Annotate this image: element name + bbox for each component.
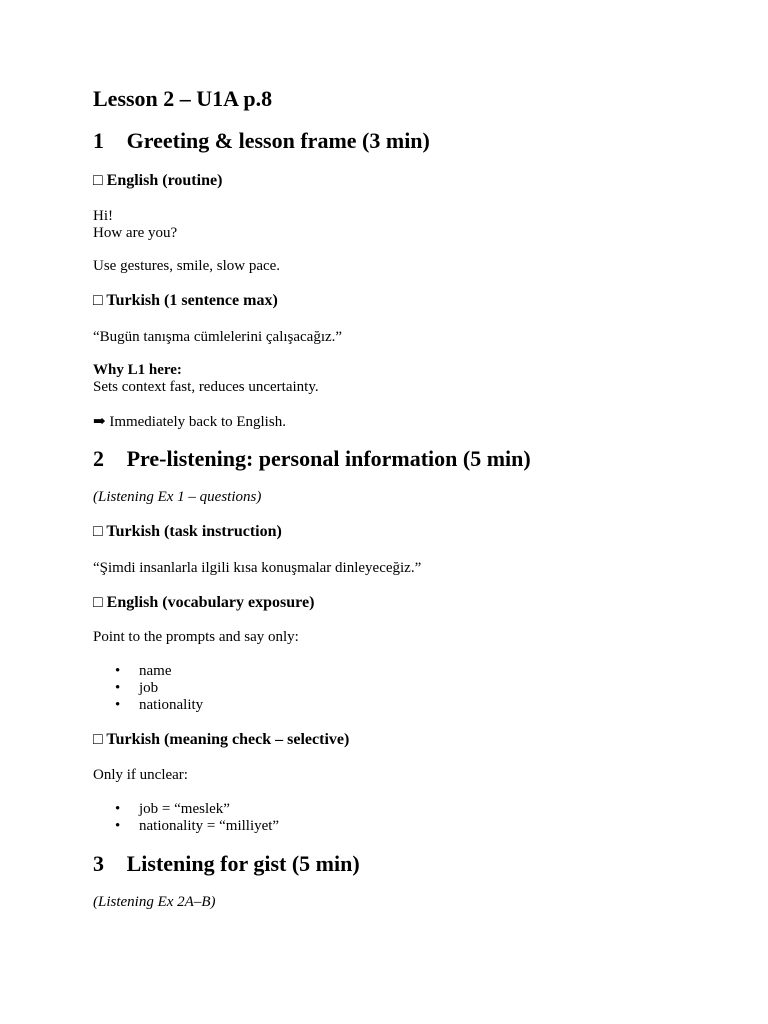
bullet: • <box>115 697 121 713</box>
section-2-english-subheading: □ English (vocabulary exposure) <box>93 594 315 611</box>
list-item-label: name <box>139 663 172 679</box>
section-2-meaning-check-subheading: □ Turkish (meaning check – selective) <box>93 731 350 748</box>
turkish-task-instruction: “Şimdi insanlarla ilgili kısa konuşmalar dinleyeceğiz.” <box>93 560 422 576</box>
prompts-instruction: Point to the prompts and say only: <box>93 629 299 645</box>
back-to-english-note: ➡ Immediately back to English. <box>93 414 286 430</box>
section-3-note: (Listening Ex 2A–B) <box>93 894 216 910</box>
why-l1-label: Why L1 here: <box>93 362 182 378</box>
section-1-english-subheading: □ English (routine) <box>93 172 223 189</box>
gestures-note: Use gestures, smile, slow pace. <box>93 258 281 274</box>
why-l1-text: Sets context fast, reduces uncertainty. <box>93 379 319 395</box>
section-2-heading: 2⃣ Pre-listening: personal information (5 min) <box>93 446 531 471</box>
greeting-line-2: How are you? <box>93 225 178 241</box>
list-item-label: job = “meslek” <box>139 801 230 817</box>
list-item-label: job <box>139 680 159 696</box>
section-1-heading: 1⃣ Greeting & lesson frame (3 min) <box>93 128 430 153</box>
turkish-sentence: “Bugün tanışma cümlelerini çalışacağız.” <box>93 329 343 345</box>
bullet: • <box>115 663 121 679</box>
bullet: • <box>115 801 121 817</box>
section-2-note: (Listening Ex 1 – questions) <box>93 489 262 505</box>
only-if-unclear-text: Only if unclear: <box>93 767 188 783</box>
section-2-turkish-subheading: □ Turkish (task instruction) <box>93 523 282 540</box>
bullet: • <box>115 818 121 834</box>
bullet: • <box>115 680 121 696</box>
section-3-heading: 3⃣ Listening for gist (5 min) <box>93 851 360 876</box>
list-item-label: nationality = “milliyet” <box>139 818 280 834</box>
document-title: Lesson 2 – U1A p.8 <box>93 86 273 111</box>
greeting-line-1: Hi! <box>93 208 113 224</box>
list-item-label: nationality <box>139 697 204 713</box>
section-1-turkish-subheading: □ Turkish (1 sentence max) <box>93 292 278 309</box>
